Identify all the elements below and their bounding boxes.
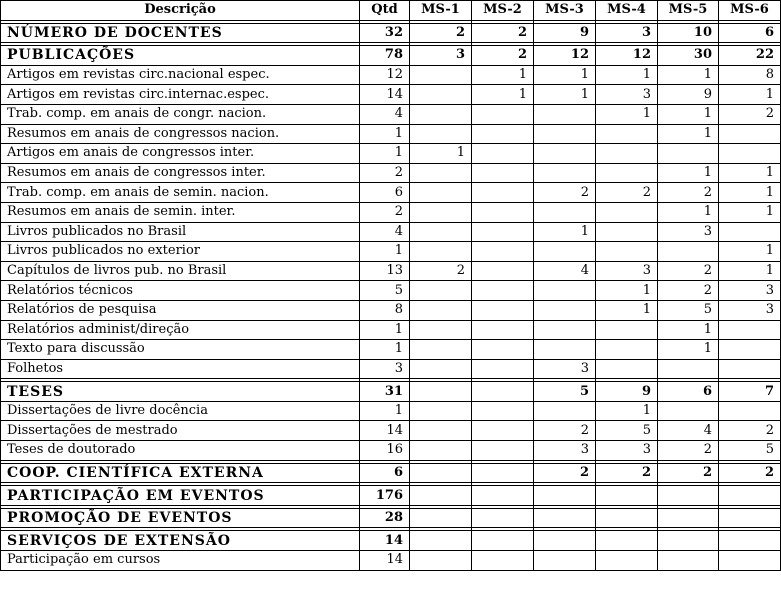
ms5-cell [658,551,719,571]
qtd-cell: 6 [360,463,410,483]
ms4-cell [596,340,658,360]
ms2-cell [472,421,534,441]
row-label: Relatórios técnicos [1,281,360,301]
ms5-cell: 2 [658,463,719,483]
ms4-cell: 3 [596,85,658,105]
qtd-cell: 31 [360,382,410,402]
ms3-cell: 5 [534,382,596,402]
ms3-cell [534,401,596,421]
ms4-cell: 3 [596,441,658,461]
ms1-cell [410,401,472,421]
ms4-cell: 3 [596,261,658,281]
ms1-cell: 1 [410,144,472,164]
ms1-cell [410,222,472,242]
ms2-cell [472,144,534,164]
ms6-cell: 2 [719,104,781,124]
qtd-cell: 1 [360,340,410,360]
table-row [1,104,781,124]
table-body [1,20,781,570]
ms6-cell: 1 [719,183,781,203]
ms6-cell [719,508,781,528]
ms4-cell: 2 [596,463,658,483]
ms2-cell [472,508,534,528]
ms6-cell: 5 [719,441,781,461]
qtd-cell: 8 [360,300,410,320]
row-label: Dissertações de mestrado [1,421,360,441]
row-label: Livros publicados no Brasil [1,222,360,242]
ms5-cell: 1 [658,163,719,183]
ms3-cell [534,242,596,262]
col-header-descricao: Descrição [1,1,360,21]
section-row [1,23,781,43]
ms3-cell [534,300,596,320]
ms2-cell [472,183,534,203]
ms1-cell: 2 [410,261,472,281]
ms6-cell: 1 [719,85,781,105]
ms4-cell: 2 [596,183,658,203]
ms3-cell: 3 [534,441,596,461]
qtd-cell: 1 [360,242,410,262]
ms4-cell [596,163,658,183]
ms4-cell: 3 [596,23,658,43]
ms5-cell: 1 [658,104,719,124]
ms6-cell: 1 [719,242,781,262]
col-header-qtd: Qtd [360,1,410,21]
ms5-cell: 9 [658,85,719,105]
ms1-cell [410,281,472,301]
ms1-cell [410,382,472,402]
qtd-cell: 2 [360,202,410,222]
ms5-cell: 1 [658,124,719,144]
row-label: Folhetos [1,359,360,379]
ms1-cell [410,202,472,222]
ms4-cell: 1 [596,281,658,301]
table-row [1,85,781,105]
row-label: NÚMERO DE DOCENTES [1,23,360,43]
ms5-cell: 2 [658,441,719,461]
ms4-cell: 5 [596,421,658,441]
ms3-cell [534,163,596,183]
ms6-cell [719,551,781,571]
ms6-cell: 7 [719,382,781,402]
ms1-cell [410,340,472,360]
ms3-cell [534,531,596,551]
qtd-cell: 2 [360,163,410,183]
ms2-cell [472,261,534,281]
ms1-cell [410,65,472,85]
ms1-cell [410,551,472,571]
table-row [1,300,781,320]
ms5-cell [658,242,719,262]
ms2-cell [472,359,534,379]
row-label: TESES [1,382,360,402]
ms5-cell: 2 [658,281,719,301]
ms6-cell: 2 [719,421,781,441]
ms3-cell: 2 [534,183,596,203]
qtd-cell: 5 [360,281,410,301]
row-label: Artigos em revistas circ.nacional espec. [1,65,360,85]
ms2-cell [472,441,534,461]
table-row [1,551,781,571]
qtd-cell: 6 [360,183,410,203]
ms2-cell [472,202,534,222]
qtd-cell: 1 [360,144,410,164]
ms1-cell [410,242,472,262]
ms5-cell: 1 [658,202,719,222]
row-label: PROMOÇÃO DE EVENTOS [1,508,360,528]
ms4-cell [596,508,658,528]
ms6-cell [719,531,781,551]
qtd-cell: 1 [360,320,410,340]
ms2-cell: 2 [472,46,534,66]
qtd-cell: 16 [360,441,410,461]
ms1-cell [410,531,472,551]
ms6-cell [719,320,781,340]
table-row [1,421,781,441]
table-row [1,320,781,340]
table-row [1,183,781,203]
ms1-cell [410,421,472,441]
ms1-cell [410,300,472,320]
qtd-cell: 78 [360,46,410,66]
ms4-cell: 12 [596,46,658,66]
row-label: Relatórios administ/direção [1,320,360,340]
section-row [1,46,781,66]
ms3-cell [534,486,596,506]
ms2-cell [472,124,534,144]
col-header-ms5: MS-5 [658,1,719,21]
row-label: Artigos em revistas circ.internac.espec. [1,85,360,105]
section-row [1,382,781,402]
table-row [1,222,781,242]
ms2-cell [472,242,534,262]
ms4-cell [596,551,658,571]
row-label: PUBLICAÇÕES [1,46,360,66]
ms5-cell: 5 [658,300,719,320]
row-label: Participação em cursos [1,551,360,571]
col-header-ms4: MS-4 [596,1,658,21]
table-row [1,202,781,222]
col-header-ms2: MS-2 [472,1,534,21]
ms2-cell [472,531,534,551]
ms1-cell [410,85,472,105]
qtd-cell: 14 [360,551,410,571]
ms2-cell [472,486,534,506]
ms2-cell [472,340,534,360]
ms5-cell: 6 [658,382,719,402]
table-row [1,65,781,85]
row-label: Trab. comp. em anais de semin. nacion. [1,183,360,203]
ms3-cell: 9 [534,23,596,43]
ms1-cell [410,508,472,528]
ms2-cell: 1 [472,85,534,105]
row-label: Resumos em anais de semin. inter. [1,202,360,222]
ms1-cell [410,163,472,183]
ms2-cell [472,281,534,301]
qtd-cell: 4 [360,104,410,124]
ms3-cell: 1 [534,65,596,85]
table-row [1,340,781,360]
qtd-cell: 1 [360,401,410,421]
row-label: Teses de doutorado [1,441,360,461]
ms1-cell: 2 [410,23,472,43]
ms2-cell [472,463,534,483]
ms6-cell [719,124,781,144]
table-row [1,124,781,144]
row-label: Resumos em anais de congressos nacion. [1,124,360,144]
ms6-cell [719,340,781,360]
ms5-cell: 3 [658,222,719,242]
ms6-cell: 6 [719,23,781,43]
ms2-cell: 2 [472,23,534,43]
ms3-cell [534,508,596,528]
ms5-cell [658,486,719,506]
qtd-cell: 32 [360,23,410,43]
ms5-cell: 2 [658,261,719,281]
ms5-cell [658,144,719,164]
ms4-cell: 1 [596,65,658,85]
section-row [1,463,781,483]
ms3-cell [534,104,596,124]
ms1-cell [410,359,472,379]
ms3-cell [534,124,596,144]
ms3-cell: 1 [534,85,596,105]
table-row [1,401,781,421]
col-header-ms6: MS-6 [719,1,781,21]
ms6-cell [719,359,781,379]
qtd-cell: 3 [360,359,410,379]
table-row [1,242,781,262]
ms2-cell [472,320,534,340]
ms1-cell: 3 [410,46,472,66]
ms3-cell [534,340,596,360]
row-label: Capítulos de livros pub. no Brasil [1,261,360,281]
ms6-cell [719,222,781,242]
table-row [1,261,781,281]
ms6-cell: 1 [719,202,781,222]
ms6-cell: 1 [719,163,781,183]
ms5-cell [658,359,719,379]
qtd-cell: 13 [360,261,410,281]
ms3-cell [534,202,596,222]
row-label: PARTICIPAÇÃO EM EVENTOS [1,486,360,506]
row-label: Resumos em anais de congressos inter. [1,163,360,183]
ms2-cell [472,300,534,320]
table-row [1,281,781,301]
qtd-cell: 14 [360,531,410,551]
qtd-cell: 28 [360,508,410,528]
ms4-cell [596,222,658,242]
qtd-cell: 14 [360,421,410,441]
section-row [1,531,781,551]
ms4-cell [596,320,658,340]
ms3-cell: 2 [534,421,596,441]
ms5-cell [658,531,719,551]
ms6-cell: 3 [719,300,781,320]
table-row [1,163,781,183]
qtd-cell: 14 [360,85,410,105]
row-label: Livros publicados no exterior [1,242,360,262]
ms1-cell [410,486,472,506]
ms3-cell: 2 [534,463,596,483]
table-row [1,144,781,164]
ms4-cell [596,242,658,262]
ms4-cell [596,531,658,551]
ms1-cell [410,104,472,124]
col-header-ms1: MS-1 [410,1,472,21]
ms6-cell: 1 [719,261,781,281]
qtd-cell: 1 [360,124,410,144]
ms5-cell: 1 [658,65,719,85]
ms3-cell [534,551,596,571]
row-label: SERVIÇOS DE EXTENSÃO [1,531,360,551]
ms3-cell: 12 [534,46,596,66]
ms5-cell [658,401,719,421]
ms6-cell [719,144,781,164]
ms6-cell [719,401,781,421]
ms4-cell [596,486,658,506]
header-row [1,1,781,21]
ms6-cell: 8 [719,65,781,85]
ms2-cell [472,551,534,571]
ms6-cell: 2 [719,463,781,483]
ms4-cell [596,144,658,164]
ms3-cell: 4 [534,261,596,281]
ms4-cell [596,202,658,222]
ms2-cell [472,222,534,242]
ms2-cell [472,382,534,402]
ms4-cell [596,124,658,144]
ms4-cell: 1 [596,300,658,320]
ms5-cell: 4 [658,421,719,441]
ms6-cell [719,486,781,506]
ms5-cell: 10 [658,23,719,43]
col-header-ms3: MS-3 [534,1,596,21]
qtd-cell: 4 [360,222,410,242]
ms3-cell [534,144,596,164]
ms4-cell [596,359,658,379]
ms3-cell: 3 [534,359,596,379]
ms2-cell: 1 [472,65,534,85]
ms4-cell: 9 [596,382,658,402]
row-label: Artigos em anais de congressos inter. [1,144,360,164]
ms1-cell [410,463,472,483]
section-row [1,486,781,506]
ms5-cell: 1 [658,340,719,360]
ms5-cell: 1 [658,320,719,340]
row-label: Dissertações de livre docência [1,401,360,421]
ms4-cell: 1 [596,104,658,124]
ms1-cell [410,320,472,340]
ms2-cell [472,163,534,183]
table-row [1,441,781,461]
ms1-cell [410,441,472,461]
section-row [1,508,781,528]
ms3-cell: 1 [534,222,596,242]
ms4-cell: 1 [596,401,658,421]
ms6-cell: 3 [719,281,781,301]
ms1-cell [410,124,472,144]
ms6-cell: 22 [719,46,781,66]
ms5-cell: 2 [658,183,719,203]
ms3-cell [534,281,596,301]
ms2-cell [472,401,534,421]
ms1-cell [410,183,472,203]
table-row [1,359,781,379]
qtd-cell: 176 [360,486,410,506]
row-label: COOP. CIENTÍFICA EXTERNA [1,463,360,483]
ms3-cell [534,320,596,340]
row-label: Texto para discussão [1,340,360,360]
row-label: Trab. comp. em anais de congr. nacion. [1,104,360,124]
ms5-cell [658,508,719,528]
qtd-cell: 12 [360,65,410,85]
row-label: Relatórios de pesquisa [1,300,360,320]
ms2-cell [472,104,534,124]
ms5-cell: 30 [658,46,719,66]
